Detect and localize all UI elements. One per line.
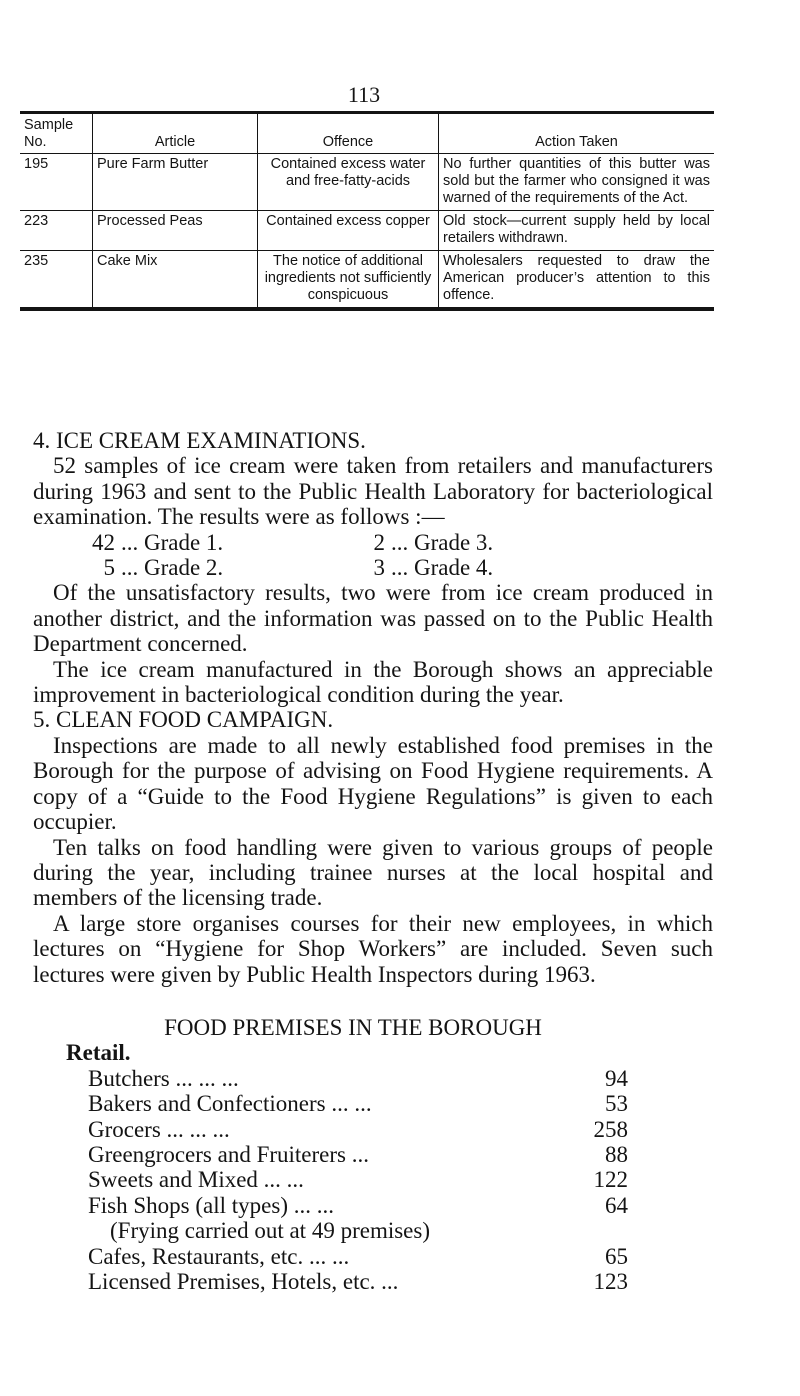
premises-name: Fish Shops (all types) ... ... <box>88 1192 334 1218</box>
cell-article: Cake Mix <box>93 251 258 308</box>
premises-count: 64 <box>605 1192 628 1218</box>
cell-article: Pure Farm Butter <box>93 154 258 211</box>
list-item <box>88 1244 628 1269</box>
cell-action: Old stock—current supply held by local retailers withdrawn. <box>439 211 715 251</box>
cell-sample-no: 235 <box>20 251 93 308</box>
table-header-row <box>20 114 714 154</box>
premises-name: Cafes, Restaurants, etc. ... ... <box>88 1243 350 1269</box>
paragraph: Of the unsatisfactory results, two were from ice cream produced in another district, and the information was passed on to the Public Health Department concerned. <box>33 580 713 657</box>
premises-count: 88 <box>605 1141 628 1167</box>
grade-label: ... Grade 2. <box>121 555 224 581</box>
list-item <box>88 1142 628 1167</box>
premises-count: 53 <box>605 1091 628 1117</box>
table-row <box>20 211 714 251</box>
premises-count: 258 <box>593 1116 628 1142</box>
list-item <box>88 1269 628 1294</box>
cell-sample-no: 223 <box>20 211 93 251</box>
cell-action: Wholesalers requested to draw the American producer’s attention to this offence. <box>439 251 715 308</box>
table-bottom-rule <box>20 307 714 311</box>
premises-count: 122 <box>593 1167 628 1193</box>
grade-count: 42 <box>92 529 115 555</box>
premises-name: Licensed Premises, Hotels, etc. ... <box>88 1269 399 1294</box>
premises-count: 65 <box>605 1243 628 1269</box>
premises-list <box>88 1066 628 1295</box>
premises-name: Sweets and Mixed ... ... <box>88 1167 304 1193</box>
premises-name: Bakers and Confectioners ... ... <box>88 1091 372 1117</box>
list-item <box>88 1066 628 1091</box>
header-article: Article <box>93 114 258 154</box>
paragraph: Inspections are made to all newly established food premises in the Borough for the purpose of advising on Food Hygiene requirements. A copy of a “Guide to the Food Hygiene Regulations” is given to each occupier. <box>33 732 713 835</box>
paragraph: Ten talks on food handling were given to various groups of people during the year, including trainee nurses at the local hospital and members of the licensing trade. <box>33 834 713 911</box>
cell-sample-no: 195 <box>24 156 49 172</box>
paragraph: 52 samples of ice cream were taken from retailers and manufacturers during 1963 and sent to the Public Health Laboratory for bacteriological examination. The results were as follows :— <box>33 453 713 530</box>
grade-results <box>41 530 713 581</box>
list-item <box>88 1117 628 1142</box>
table-row <box>20 251 714 308</box>
header-offence: Offence <box>258 114 439 154</box>
premises-name: Grocers ... ... ... <box>88 1116 230 1142</box>
samples-table-section <box>20 111 714 311</box>
grade-count: 2 <box>373 529 385 555</box>
page-number: 113 <box>347 82 381 107</box>
premises-count: 94 <box>605 1065 628 1091</box>
premises-note: (Frying carried out at 49 premises) <box>110 1218 430 1244</box>
grade-label: ... Grade 1. <box>121 529 224 555</box>
section-heading-ice-cream: 4. ICE CREAM EXAMINATIONS. <box>33 428 366 453</box>
body-text <box>33 428 713 1294</box>
table-row <box>20 154 714 211</box>
section-heading-clean-food: 5. CLEAN FOOD CAMPAIGN. <box>33 707 334 733</box>
list-item <box>88 1091 628 1116</box>
grade-count: 3 <box>373 555 385 581</box>
header-sample-no: Sample No. <box>20 114 93 154</box>
cell-article: Processed Peas <box>93 211 258 251</box>
cell-offence: Contained excess water and free-fatty-acids <box>258 154 439 211</box>
cell-action: No further quantities of this butter was sold but the farmer who consigned it was warned of the requirements of the Act. <box>439 154 715 211</box>
cell-offence: Contained excess copper <box>258 211 439 251</box>
grade-label: ... Grade 4. <box>391 555 494 581</box>
grade-label: ... Grade 3. <box>391 529 494 555</box>
paragraph: A large store organises courses for their new employees, in which lectures on “Hygiene for Shop Workers” are included. Seven such lectures were given by Public Health Inspectors during 1963. <box>33 910 713 987</box>
premises-count: 123 <box>593 1269 628 1294</box>
premises-title: FOOD PREMISES IN THE BOROUGH <box>164 1014 542 1040</box>
premises-name: Greengrocers and Fruiterers ... <box>88 1141 369 1167</box>
header-action-taken: Action Taken <box>439 114 715 154</box>
paragraph: The ice cream manufactured in the Borough shows an appreciable improvement in bacteriological condition during the year. <box>33 656 713 708</box>
grade-count: 5 <box>103 555 115 581</box>
list-item <box>88 1167 628 1192</box>
samples-table <box>20 114 714 307</box>
list-item <box>88 1193 628 1218</box>
cell-offence: The notice of additional ingredients not sufficiently conspicuous <box>258 251 439 308</box>
premises-name: Butchers ... ... ... <box>88 1065 239 1091</box>
premises-subtitle: Retail. <box>66 1040 131 1066</box>
